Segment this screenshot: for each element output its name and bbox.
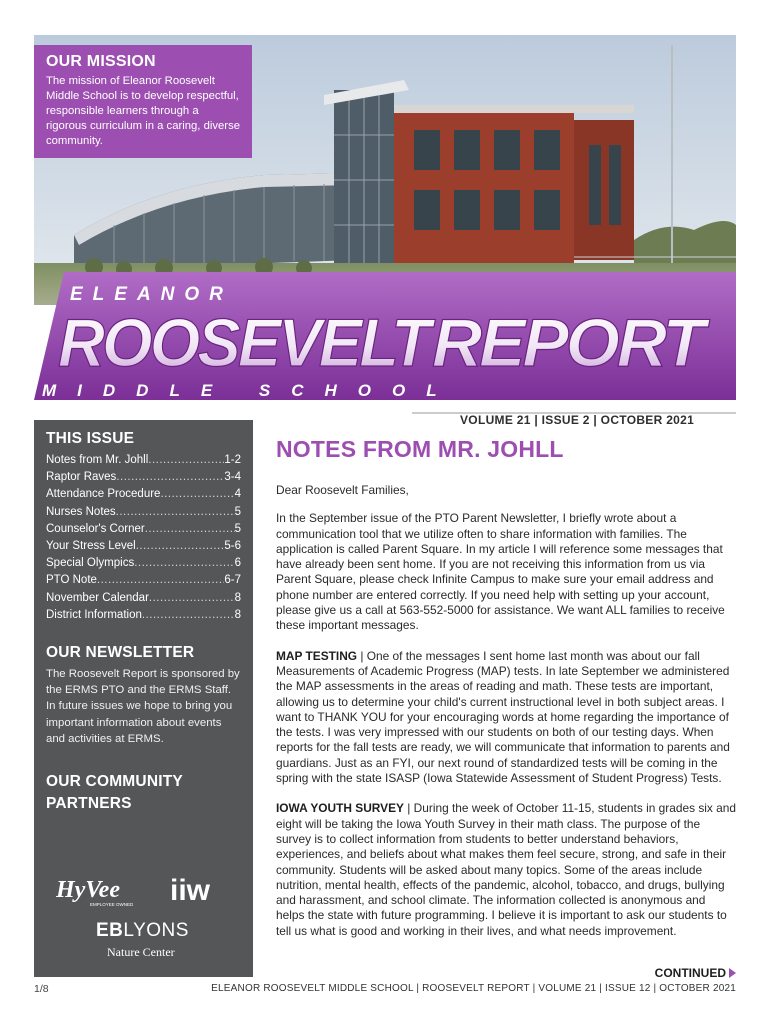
toc-item: Notes from Mr. Johll ..... 1-2 bbox=[46, 452, 241, 469]
partners-section bbox=[46, 771, 241, 815]
article-greeting: Dear Roosevelt Families, bbox=[276, 483, 409, 497]
continued-link[interactable]: CONTINUED bbox=[655, 966, 736, 980]
article bbox=[276, 436, 736, 939]
masthead bbox=[34, 272, 736, 422]
this-issue-title: THIS ISSUE bbox=[46, 430, 135, 447]
newsletter-section bbox=[46, 644, 241, 747]
masthead-top: ELEANOR bbox=[70, 284, 233, 305]
hyvee-logo bbox=[56, 875, 151, 910]
masthead-logo bbox=[34, 272, 736, 422]
map-testing-lead: MAP TESTING bbox=[276, 648, 358, 663]
toc-item: Special Olympics ..... 6 bbox=[46, 555, 241, 572]
article-paragraph: MAP TESTING | One of the messages I sent home last month was about our fall Measurements of Academic Progress (MAP) tests. In late September we administered the MAP assessments in the areas of reading and math. These tests are important, allowing us to determine your child's current instructional level in both subject areas. I want to THANK YOU for your encouraging words at home regarding the importance of the tests. I was very impressed with our students on both of our testing days. When reports for the fall tests are ready, we will communicate that information to parents and guardians. Just as an FYI, our next round of standardized tests will be coming in the spring with the state ISASP (Iowa Statewide Assessment of Student Progress) Tests. bbox=[276, 648, 730, 786]
masthead-main-left: ROOSEVELT bbox=[58, 305, 437, 381]
newsletter-title: OUR NEWSLETTER bbox=[46, 644, 195, 662]
toc-item: Nurses Notes ..... 5 bbox=[46, 504, 241, 521]
masthead-main-right: REPORT bbox=[432, 305, 711, 381]
svg-text:HyVee: HyVee bbox=[56, 877, 120, 903]
toc-item: Attendance Procedure ..... 4 bbox=[46, 486, 241, 503]
youth-survey-lead: IOWA YOUTH SURVEY bbox=[276, 801, 404, 816]
footer-text: ELEANOR ROOSEVELT MIDDLE SCHOOL | ROOSEVELT REPORT | VOLUME 21 | ISSUE 12 | OCTOBER 2021 bbox=[211, 983, 736, 994]
iiw-logo bbox=[170, 874, 230, 906]
mission-text: The mission of Eleanor Roosevelt Middle School is to develop respectful, responsible learners through a rigorous curriculum in a caring, diverse community. bbox=[46, 75, 241, 147]
toc-item: PTO Note ..... 6-7 bbox=[46, 572, 241, 589]
toc-item: Counselor's Corner ..... 5 bbox=[46, 521, 241, 538]
toc-item: District Information ..... 8 bbox=[46, 607, 241, 624]
newsletter-text: The Roosevelt Report is sponsored by the ERMS PTO and the ERMS Staff. In future issues we hope to bring you important information about events and activities at ERMS. bbox=[46, 668, 240, 745]
svg-text:EMPLOYEE OWNED: EMPLOYEE OWNED bbox=[90, 902, 134, 907]
table-of-contents bbox=[46, 452, 241, 624]
mission-box bbox=[34, 45, 252, 158]
svg-text:iiw: iiw bbox=[170, 874, 211, 906]
nature-center-label: Nature Center bbox=[107, 945, 175, 959]
article-title: NOTES FROM MR. JOHLL bbox=[276, 436, 564, 462]
issue-meta: VOLUME 21 | ISSUE 2 | OCTOBER 2021 bbox=[460, 413, 695, 427]
toc-item: Raptor Raves ..... 3-4 bbox=[46, 469, 241, 486]
article-paragraph: In the September issue of the PTO Parent Newsletter, I briefly wrote about a communication tool that we utilize often to share information with families. The application is called Parent Square. In my article I will reference some messages that have already been sent home. If you are not receiving this information from us via Parent Square, please check Infinite Campus to make sure your email address and phone number are entered correctly. If you need help with setting up your account, please give us a call at 563-552-5000 for assistance. We want ALL families to receive these important messages. bbox=[276, 511, 725, 633]
arrow-right-icon bbox=[729, 968, 736, 978]
article-paragraph: IOWA YOUTH SURVEY | During the week of October 11-15, students in grades six and eight will be taking the Iowa Youth Survey in their math class. The purpose of the survey is to collect information from students to better understand behaviors, experiences, and beliefs about what makes them feel secure, strong, and safe in their community. Students will be asked about many topics. Some of the areas include nutrition, mental health, effects of the pandemic, alcohol, tobacco, and drugs, bullying and harassment, and school climate. The information collected is anonymous and helps the state with future programming. I believe it is important to ask our students to tell us what is good and working in their lives, and what needs improvement. bbox=[276, 801, 736, 938]
sidebar bbox=[34, 420, 253, 977]
partners-title: OUR COMMUNITY PARTNERS bbox=[46, 773, 183, 813]
masthead-bottom: MIDDLE SCHOOL bbox=[42, 381, 458, 400]
toc-item: Your Stress Level ..... 5-6 bbox=[46, 538, 241, 555]
toc-item: November Calendar ..... 8 bbox=[46, 590, 241, 607]
page-number: 1/8 bbox=[34, 983, 49, 995]
mission-title: OUR MISSION bbox=[46, 53, 156, 70]
eblyons-logo: EBLYONS bbox=[96, 920, 189, 941]
